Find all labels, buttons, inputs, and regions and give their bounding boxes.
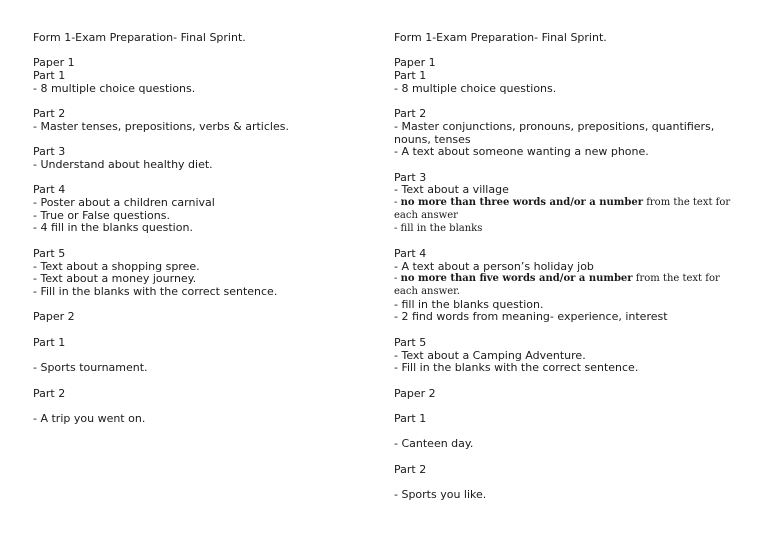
paper-2-heading: Paper 2	[33, 310, 75, 324]
right-column	[394, 32, 739, 502]
part-3-heading: Part 3	[394, 170, 427, 184]
list-item: - Text about a money journey.	[33, 272, 197, 286]
list-item	[394, 197, 739, 222]
list-item: - fill in the blanks question.	[394, 297, 544, 311]
bold-instruction: no more than three words and/or a number	[400, 197, 644, 209]
list-item: - Sports you like.	[394, 488, 487, 502]
part-5-heading: Part 5	[394, 335, 427, 349]
list-item	[394, 273, 739, 298]
part-2-heading: Part 2	[33, 107, 66, 121]
list-item: - Canteen day.	[394, 437, 474, 451]
part-1-heading: Part 1	[33, 69, 66, 83]
list-item: - 8 multiple choice questions.	[33, 81, 196, 95]
list-item: - Text about a shopping spree.	[33, 259, 200, 273]
list-item: - Text about a village	[394, 183, 509, 197]
list-item: - 4 fill in the blanks question.	[33, 221, 193, 235]
instruction-rest: from the text for each answer	[394, 197, 734, 221]
list-item: - Fill in the blanks with the correct sentence.	[33, 284, 278, 298]
document-title: Form 1-Exam Preparation- Final Sprint.	[33, 31, 246, 44]
part-1-heading: Part 1	[394, 411, 427, 425]
part-2-heading: Part 2	[394, 107, 427, 121]
part-5-heading: Part 5	[33, 246, 66, 260]
list-item-dash: -	[394, 273, 401, 285]
list-item: - Fill in the blanks with the correct sentence.	[394, 361, 639, 375]
part-3-heading: Part 3	[33, 145, 66, 159]
document-title: Form 1-Exam Preparation- Final Sprint.	[394, 31, 607, 44]
list-item: - Poster about a children carnival	[33, 196, 215, 210]
part-1-heading: Part 1	[33, 335, 66, 349]
left-column	[33, 32, 363, 426]
list-item: - Sports tournament.	[33, 361, 148, 375]
part-4-heading: Part 4	[33, 183, 66, 197]
paper-2-heading: Paper 2	[394, 386, 436, 400]
list-item: - Understand about healthy diet.	[33, 157, 213, 171]
list-item: - True or False questions.	[33, 208, 170, 222]
part-2-heading: Part 2	[394, 462, 427, 476]
part-1-heading: Part 1	[394, 69, 427, 83]
list-item: - 8 multiple choice questions.	[394, 81, 557, 95]
list-item: - Master tenses, prepositions, verbs & articles.	[33, 119, 289, 133]
part-4-heading: Part 4	[394, 246, 427, 260]
list-item-dash: -	[394, 197, 401, 209]
list-item: - A text about a person’s holiday job	[394, 259, 594, 273]
list-item: - 2 find words from meaning- experience, interest	[394, 310, 668, 324]
list-item: - A trip you went on.	[33, 411, 146, 425]
list-item: - A text about someone wanting a new phone.	[394, 145, 649, 159]
list-item: - Text about a Camping Adventure.	[394, 348, 586, 362]
paper-1-heading: Paper 1	[33, 56, 75, 70]
bold-instruction: no more than five words and/or a number	[400, 273, 633, 285]
list-item: - Master conjunctions, pronouns, prepositions, quantifiers, nouns, tenses	[394, 119, 718, 146]
list-item: - fill in the blanks	[394, 222, 483, 234]
instruction-rest: from the text for each answer.	[394, 273, 723, 297]
part-2-heading: Part 2	[33, 386, 66, 400]
paper-1-heading: Paper 1	[394, 56, 436, 70]
